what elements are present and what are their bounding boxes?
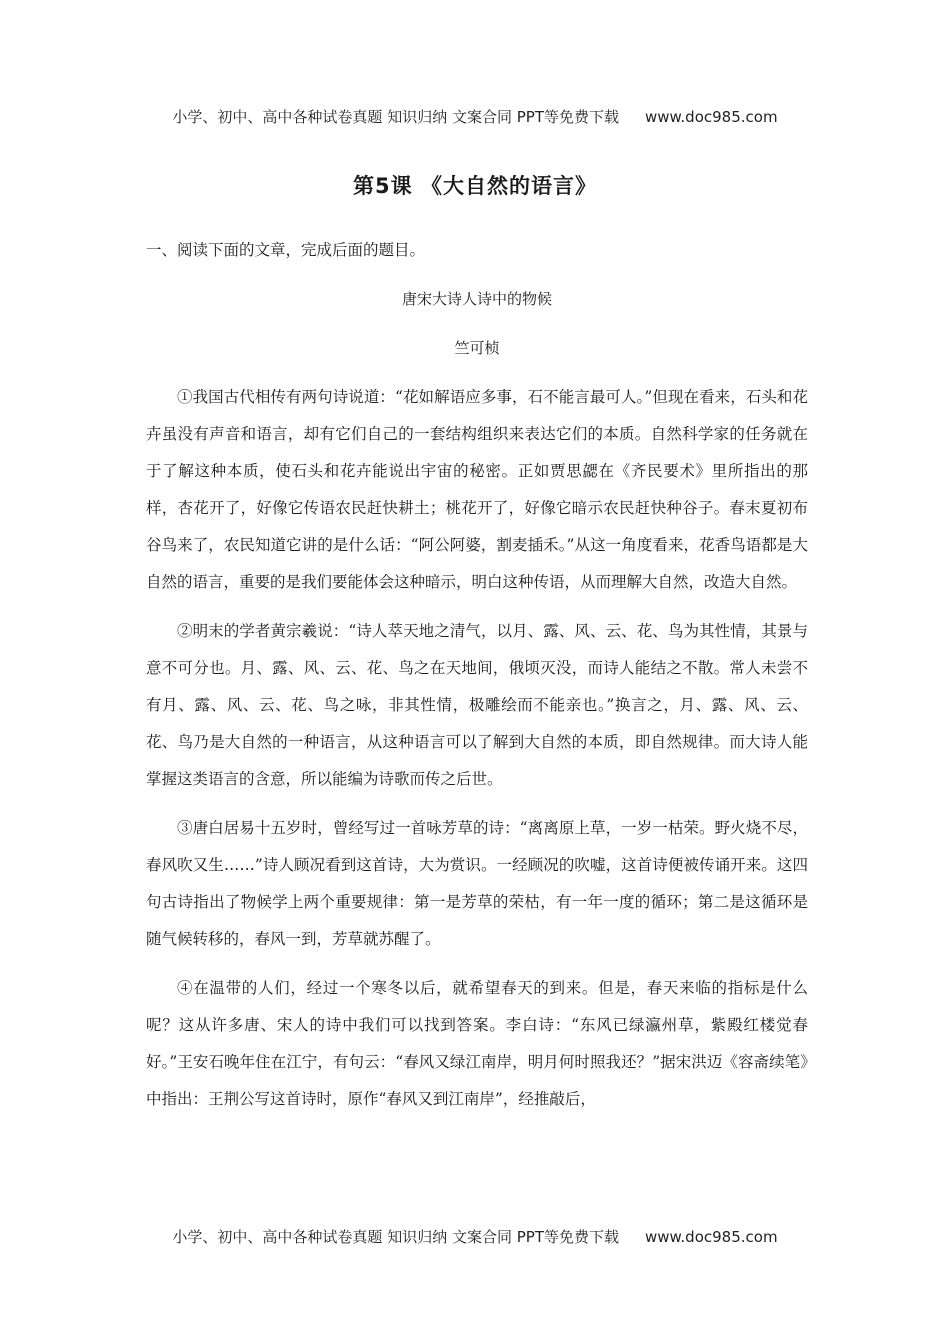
instruction: 一、阅读下面的文章，完成后面的题目。 — [146, 241, 426, 259]
article-title: 唐宋大诗人诗中的物候 — [401, 290, 552, 308]
page-footer — [0, 1226, 950, 1247]
article-author: 竺可桢 — [454, 339, 500, 357]
document-body — [146, 232, 808, 1130]
paragraph-4: ④在温带的人们，经过一个寒冬以后，就希望春天的到来。但是，春天来临的指标是什么呢？这从许多唐、宋人的诗中我们可以找到答案。李白诗：“东风已绿瀛州草，紫殿红楼觉春好。”王安石晚年住在江宁，有句云：“春风又绿江南岸，明月何时照我还？”据宋洪迈《容斋续笔》中指出：王荆公写这首诗时，原作“春风又到江南岸”，经推敲后， — [146, 979, 808, 1108]
paragraph-1: ①我国古代相传有两句诗说道：“花如解语应多事，石不能言最可人。”但现在看来，石头和花卉虽没有声音和语言，却有它们自己的一套结构组织来表达它们的本质。自然科学家的任务就在于了解这种本质，使石头和花卉能说出宇宙的秘密。正如贾思勰在《齐民要术》里所指出的那样，杏花开了，好像它传语农民赶快耕土；桃花开了，好像它暗示农民赶快种谷子。春末夏初布谷鸟来了，农民知道它讲的是什么话：“阿公阿婆，割麦插禾。”从这一角度看来，花香鸟语都是大自然的语言，重要的是我们要能体会这种暗示，明白这种传语，从而理解大自然，改造大自然。 — [146, 388, 808, 591]
page-header — [0, 106, 950, 127]
footer-url[interactable]: www.doc985.com — [644, 1228, 778, 1246]
paragraph-3: ③唐白居易十五岁时，曾经写过一首咏芳草的诗：“离离原上草，一岁一枯荣。野火烧不尽，春风吹又生……”诗人顾况看到这首诗，大为赏识。一经顾况的吹嘘，这首诗便被传诵开来。这四句古诗指出了物候学上两个重要规律：第一是芳草的荣枯，有一年一度的循环；第二是这循环是随气候转移的，春风一到，芳草就苏醒了。 — [146, 819, 808, 948]
paragraph-2: ②明末的学者黄宗羲说：“诗人萃天地之清气，以月、露、风、云、花、鸟为其性情，其景与意不可分也。月、露、风、云、花、鸟之在天地间，俄顷灭没，而诗人能结之不散。常人未尝不有月、露、风、云、花、鸟之咏，非其性情，极雕绘而不能亲也。”换言之，月、露、风、云、花、鸟乃是大自然的一种语言，从这种语言可以了解到大自然的本质，即自然规律。而大诗人能掌握这类语言的含意，所以能编为诗歌而传之后世。 — [146, 622, 808, 788]
lesson-title: 第5课 《大自然的语言》 — [353, 174, 597, 198]
footer-text: 小学、初中、高中各种试卷真题 知识归纳 文案合同 PPT等免费下载 — [172, 1228, 619, 1246]
header-url[interactable]: www.doc985.com — [644, 108, 778, 126]
header-text: 小学、初中、高中各种试卷真题 知识归纳 文案合同 PPT等免费下载 — [172, 108, 619, 126]
